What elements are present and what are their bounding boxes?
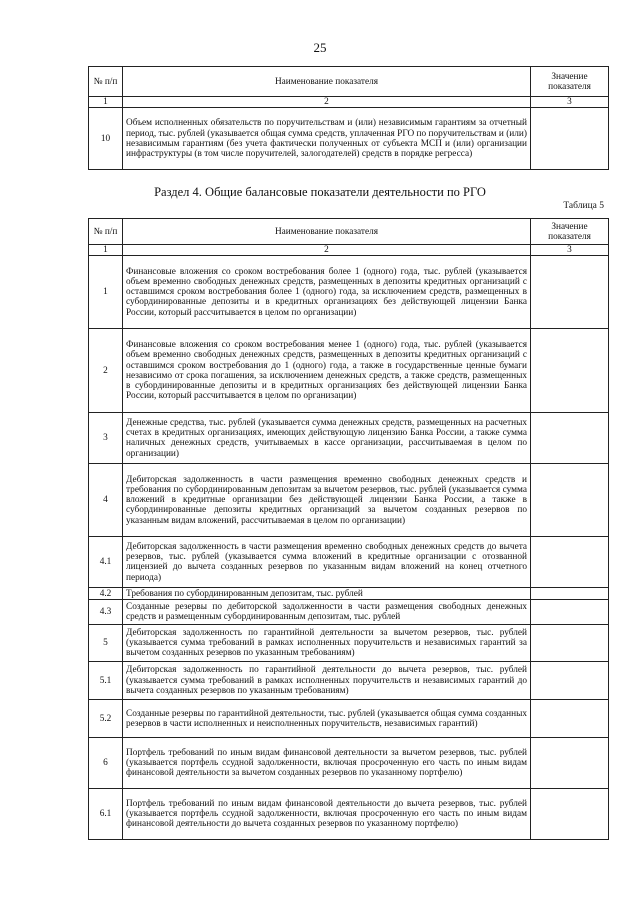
table-row	[89, 662, 609, 700]
table-row	[89, 625, 609, 662]
row-value-cell[interactable]	[531, 738, 609, 789]
header-value: Значение показателя	[531, 67, 609, 97]
row-value-cell[interactable]	[531, 256, 609, 329]
col-number-3: 3	[531, 245, 609, 256]
header-num: № п/п	[89, 67, 123, 97]
row-text: Требования по субординированным депозитам, тыс. рублей	[123, 588, 531, 600]
row-num: 3	[89, 413, 123, 464]
row-value-cell[interactable]	[531, 329, 609, 413]
row-value-cell[interactable]	[531, 464, 609, 537]
row-value-cell[interactable]	[531, 700, 609, 738]
row-value-cell[interactable]	[531, 413, 609, 464]
table-row	[89, 537, 609, 588]
table-4-continuation	[88, 66, 609, 170]
row-value-cell[interactable]	[531, 600, 609, 625]
row-value-cell[interactable]	[531, 537, 609, 588]
row-text: Созданные резервы по дебиторской задолженности в части размещения свободных денежных средств и размещенным субординированным депозитам, тыс. рублей	[123, 600, 531, 625]
col-number-2: 2	[123, 97, 531, 108]
col-number-3: 3	[531, 97, 609, 108]
table-row	[89, 738, 609, 789]
row-text: Портфель требований по иным видам финансовой деятельности до вычета резервов, тыс. рублей (указывается портфель ссудной задолженности, включая просроченную его часть по иным видам финансовой деятельности до вычета созданных резервов по указанному портфелю)	[123, 789, 531, 840]
row-value-cell[interactable]	[531, 625, 609, 662]
row-text: Дебиторская задолженность по гарантийной деятельности до вычета резервов, тыс. рублей (указывается сумма требований в рамках исполненных поручительств и независимых гарантий до вычета созданных резервов по указанным требованиям)	[123, 662, 531, 700]
col-number-2: 2	[123, 245, 531, 256]
table-row	[89, 256, 609, 329]
header-value: Значение показателя	[531, 219, 609, 245]
row-text: Дебиторская задолженность в части размещения временно свободных денежных средств и требования по субординированным депозитам за вычетом резервов, тыс. рублей (указывается сумма вложений в кредитные организации без действующей лицензии Банка России, а также в субординированные депозиты кредитных организаций за вычетом созданных резервов по указанным видам вложений, рассчитываемая в целом по организации)	[123, 464, 531, 537]
row-num: 1	[89, 256, 123, 329]
row-text: Объем исполненных обязательств по поручительствам и (или) независимым гарантиям за отчетный период, тыс. рублей (указывается общая сумма средств, уплаченная РГО по поручительствам и (или) независимым гарантиям (без учета фактически полученных от субъекта МСП и (или) организации инфраструктуры (в том числе поручителей, залогодателей) средств в порядке регресса)	[123, 108, 531, 170]
row-text: Дебиторская задолженность по гарантийной деятельности за вычетом резервов, тыс. рублей (указывается сумма требований в рамках исполненных поручительств и независимых гарантий за вычетом созданных резервов по указанным требованиям)	[123, 625, 531, 662]
row-text: Денежные средства, тыс. рублей (указывается сумма денежных средств, размещенных на расчетных счетах в кредитных организациях, имеющих действующую лицензию Банка России, а также сумма наличных денежных средств, учитываемых в кассе организации, рассчитываемая в целом по организации)	[123, 413, 531, 464]
row-value-cell[interactable]	[531, 588, 609, 600]
row-num: 5.2	[89, 700, 123, 738]
table-row	[89, 588, 609, 600]
page-number: 25	[313, 40, 327, 55]
row-num: 2	[89, 329, 123, 413]
row-num: 4.2	[89, 588, 123, 600]
col-number-1: 1	[89, 97, 123, 108]
table-row	[89, 700, 609, 738]
row-num: 4	[89, 464, 123, 537]
row-num: 4.1	[89, 537, 123, 588]
row-text: Портфель требований по иным видам финансовой деятельности за вычетом резервов, тыс. рублей (указывается портфель ссудной задолженности, включая просроченную его часть по иным видам финансовой деятельности за вычетом созданных резервов по указанному портфелю)	[123, 738, 531, 789]
header-name: Наименование показателя	[123, 219, 531, 245]
table-row	[89, 789, 609, 840]
col-number-1: 1	[89, 245, 123, 256]
row-num: 6.1	[89, 789, 123, 840]
table-row	[89, 413, 609, 464]
table-row	[89, 108, 609, 170]
table-row	[89, 464, 609, 537]
row-text: Финансовые вложения со сроком востребования менее 1 (одного) года, тыс. рублей (указывается объем временно свободных денежных средств, размещенных в депозиты кредитных организаций с оставшимся сроком востребования до 1 (одного) года, а также в государственные ценные бумаги независимо от срока погашения, за исключением денежных средств, а также средств, размещенных в субординированные депозиты и в кредитных организациях без действующей лицензии Банка России, который рассчитывается в целом по организации)	[123, 329, 531, 413]
row-value-cell[interactable]	[531, 789, 609, 840]
row-num: 5	[89, 625, 123, 662]
row-num: 5.1	[89, 662, 123, 700]
table-row	[89, 329, 609, 413]
row-value-cell[interactable]	[531, 108, 609, 170]
row-num: 10	[89, 108, 123, 170]
header-num: № п/п	[89, 219, 123, 245]
table-label: Таблица 5	[563, 201, 604, 211]
header-name: Наименование показателя	[123, 67, 531, 97]
row-num: 6	[89, 738, 123, 789]
row-text: Созданные резервы по гарантийной деятельности, тыс. рублей (указывается общая сумма созданных резервов в части исполненных и неисполненных поручительств, независимых гарантий)	[123, 700, 531, 738]
row-value-cell[interactable]	[531, 662, 609, 700]
row-text: Финансовые вложения со сроком востребования более 1 (одного) года, тыс. рублей (указывается объем временно свободных денежных средств, размещенных в депозиты кредитных организаций с оставшимся сроком востребования более 1 (одного) года, за исключением средств, размещенных в субординированные депозиты и в кредитных организациях без действующей лицензии Банка России, который рассчитывается в целом по организации)	[123, 256, 531, 329]
row-num: 4.3	[89, 600, 123, 625]
table-row	[89, 600, 609, 625]
row-text: Дебиторская задолженность в части размещения временно свободных денежных средств до вычета резервов, тыс. рублей (указывается сумма вложений в кредитные организации с отозванной лицензией до вычета созданных резервов по указанным видам вложений на конец отчетного периода)	[123, 537, 531, 588]
table-5	[88, 218, 609, 840]
section-title: Раздел 4. Общие балансовые показатели деятельности по РГО	[154, 185, 486, 199]
